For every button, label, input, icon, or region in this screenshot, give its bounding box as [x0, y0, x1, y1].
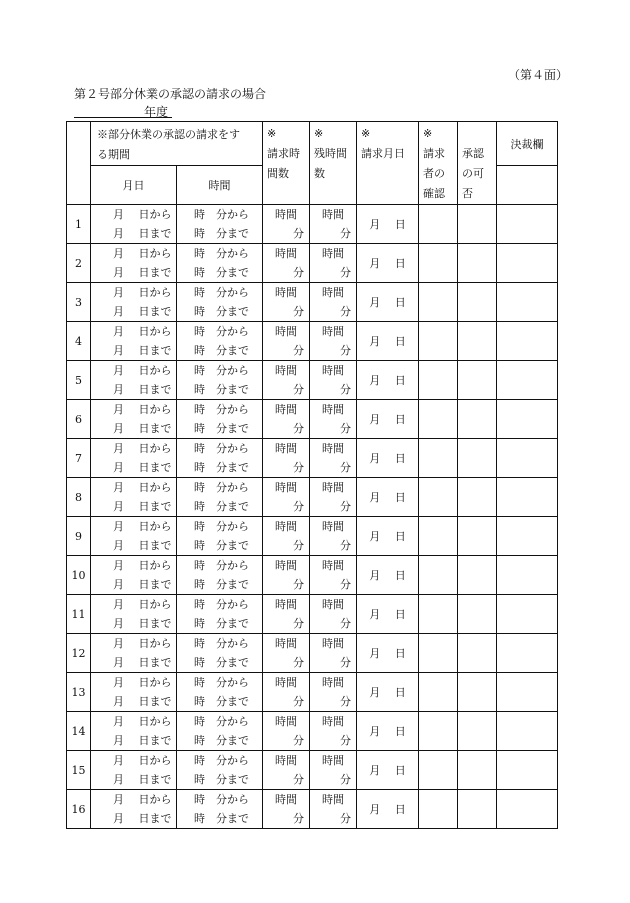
remaining-hours-cell[interactable]: 時間 分 — [310, 361, 357, 400]
requester-confirm-cell[interactable] — [419, 634, 458, 673]
time-range-cell[interactable]: 時 分から 時 分まで — [177, 244, 263, 283]
decision-cell[interactable] — [497, 439, 558, 478]
decision-cell[interactable] — [497, 283, 558, 322]
table-row — [67, 439, 558, 478]
approval-cell[interactable] — [458, 361, 497, 400]
date-range-cell[interactable]: 月 日から 月 日まで — [91, 322, 177, 361]
decision-cell[interactable] — [497, 556, 558, 595]
request-date-cell[interactable]: 月 日 — [357, 517, 419, 556]
form-title: 第２号部分休業の承認の請求の場合 — [74, 87, 267, 101]
remaining-hours-cell[interactable]: 時間 分 — [310, 712, 357, 751]
header-request-period: ※部分休業の承認の請求をす る期間 — [91, 122, 263, 166]
row-number: 11 — [67, 595, 91, 634]
date-range-cell[interactable]: 月 日から 月 日まで — [91, 283, 177, 322]
remaining-hours-cell[interactable]: 時間 分 — [310, 517, 357, 556]
request-hours-cell[interactable]: 時間 分 — [263, 322, 310, 361]
remaining-hours-cell[interactable]: 時間 分 — [310, 634, 357, 673]
request-date-cell[interactable]: 月 日 — [357, 322, 419, 361]
time-range-cell[interactable]: 時 分から 時 分まで — [177, 751, 263, 790]
approval-cell[interactable] — [458, 400, 497, 439]
request-date-cell[interactable]: 月 日 — [357, 595, 419, 634]
partial-leave-request-table — [66, 121, 558, 829]
decision-cell[interactable] — [497, 634, 558, 673]
table-row — [67, 634, 558, 673]
remaining-hours-cell[interactable]: 時間 分 — [310, 673, 357, 712]
time-range-cell[interactable]: 時 分から 時 分まで — [177, 790, 263, 829]
row-number: 4 — [67, 322, 91, 361]
requester-confirm-cell[interactable] — [419, 400, 458, 439]
row-number: 14 — [67, 712, 91, 751]
request-hours-cell[interactable]: 時間 分 — [263, 205, 310, 244]
request-hours-cell[interactable]: 時間 分 — [263, 361, 310, 400]
approval-cell[interactable] — [458, 634, 497, 673]
decision-cell[interactable] — [497, 400, 558, 439]
request-date-cell[interactable]: 月 日 — [357, 478, 419, 517]
row-number: 13 — [67, 673, 91, 712]
table-row — [67, 244, 558, 283]
time-range-cell[interactable]: 時 分から 時 分まで — [177, 400, 263, 439]
request-date-cell[interactable]: 月 日 — [357, 283, 419, 322]
request-hours-cell[interactable]: 時間 分 — [263, 517, 310, 556]
table-row — [67, 556, 558, 595]
approval-cell[interactable] — [458, 283, 497, 322]
header-corner-cell — [67, 122, 91, 205]
table-row — [67, 517, 558, 556]
header-decision-blank — [497, 166, 558, 205]
date-range-cell[interactable]: 月 日から 月 日まで — [91, 751, 177, 790]
remaining-hours-cell[interactable]: 時間 分 — [310, 595, 357, 634]
approval-cell[interactable] — [458, 517, 497, 556]
remaining-hours-cell[interactable]: 時間 分 — [310, 439, 357, 478]
remaining-hours-cell[interactable]: 時間 分 — [310, 244, 357, 283]
date-range-cell[interactable]: 月 日から 月 日まで — [91, 439, 177, 478]
decision-cell[interactable] — [497, 673, 558, 712]
header-request-hours: ※ 請求時 間数 — [263, 122, 310, 205]
date-range-cell[interactable]: 月 日から 月 日まで — [91, 634, 177, 673]
decision-cell[interactable] — [497, 244, 558, 283]
requester-confirm-cell[interactable] — [419, 673, 458, 712]
requester-confirm-cell[interactable] — [419, 790, 458, 829]
request-hours-cell[interactable]: 時間 分 — [263, 244, 310, 283]
date-range-cell[interactable]: 月 日から 月 日まで — [91, 244, 177, 283]
row-number: 16 — [67, 790, 91, 829]
decision-cell[interactable] — [497, 751, 558, 790]
requester-confirm-cell[interactable] — [419, 712, 458, 751]
request-date-cell[interactable]: 月 日 — [357, 556, 419, 595]
table-row — [67, 283, 558, 322]
table-row — [67, 712, 558, 751]
fiscal-year-label: 年度 — [143, 105, 168, 119]
approval-cell[interactable] — [458, 595, 497, 634]
row-number: 6 — [67, 400, 91, 439]
decision-cell[interactable] — [497, 478, 558, 517]
requester-confirm-cell[interactable] — [419, 595, 458, 634]
requester-confirm-cell[interactable] — [419, 361, 458, 400]
date-range-cell[interactable]: 月 日から 月 日まで — [91, 673, 177, 712]
header-date: 月日 — [91, 166, 177, 205]
approval-cell[interactable] — [458, 244, 497, 283]
time-range-cell[interactable]: 時 分から 時 分まで — [177, 322, 263, 361]
request-date-cell[interactable]: 月 日 — [357, 751, 419, 790]
time-range-cell[interactable]: 時 分から 時 分まで — [177, 283, 263, 322]
request-date-cell[interactable]: 月 日 — [357, 244, 419, 283]
time-range-cell[interactable]: 時 分から 時 分まで — [177, 556, 263, 595]
remaining-hours-cell[interactable]: 時間 分 — [310, 751, 357, 790]
requester-confirm-cell[interactable] — [419, 517, 458, 556]
request-date-cell[interactable]: 月 日 — [357, 439, 419, 478]
approval-cell[interactable] — [458, 673, 497, 712]
decision-cell[interactable] — [497, 322, 558, 361]
header-request-date: ※ 請求月日 — [357, 122, 419, 205]
table-row — [67, 322, 558, 361]
date-range-cell[interactable]: 月 日から 月 日まで — [91, 361, 177, 400]
time-range-cell[interactable]: 時 分から 時 分まで — [177, 712, 263, 751]
decision-cell[interactable] — [497, 205, 558, 244]
decision-cell[interactable] — [497, 517, 558, 556]
approval-cell[interactable] — [458, 751, 497, 790]
request-hours-cell[interactable]: 時間 分 — [263, 439, 310, 478]
request-hours-cell[interactable]: 時間 分 — [263, 556, 310, 595]
decision-cell[interactable] — [497, 712, 558, 751]
request-hours-cell[interactable]: 時間 分 — [263, 283, 310, 322]
row-number: 15 — [67, 751, 91, 790]
row-number: 9 — [67, 517, 91, 556]
fiscal-year-field[interactable] — [74, 103, 172, 118]
time-range-cell[interactable]: 時 分から 時 分まで — [177, 673, 263, 712]
header-approval: 承認 の可 否 — [458, 122, 497, 205]
decision-cell[interactable] — [497, 595, 558, 634]
table-row — [67, 205, 558, 244]
approval-cell[interactable] — [458, 712, 497, 751]
requester-confirm-cell[interactable] — [419, 439, 458, 478]
remaining-hours-cell[interactable]: 時間 分 — [310, 400, 357, 439]
row-number: 1 — [67, 205, 91, 244]
header-time: 時間 — [177, 166, 263, 205]
table-row — [67, 361, 558, 400]
table-row — [67, 478, 558, 517]
time-range-cell[interactable]: 時 分から 時 分まで — [177, 478, 263, 517]
request-hours-cell[interactable]: 時間 分 — [263, 673, 310, 712]
request-hours-cell[interactable]: 時間 分 — [263, 751, 310, 790]
date-range-cell[interactable]: 月 日から 月 日まで — [91, 712, 177, 751]
approval-cell[interactable] — [458, 556, 497, 595]
page-number: （第４面） — [508, 68, 569, 82]
request-hours-cell[interactable]: 時間 分 — [263, 478, 310, 517]
row-number: 8 — [67, 478, 91, 517]
header-remaining-hours: ※ 残時間 数 — [310, 122, 357, 205]
table-row — [67, 751, 558, 790]
request-hours-cell[interactable]: 時間 分 — [263, 400, 310, 439]
table-row — [67, 595, 558, 634]
row-number: 3 — [67, 283, 91, 322]
request-hours-cell[interactable]: 時間 分 — [263, 634, 310, 673]
request-date-cell[interactable]: 月 日 — [357, 790, 419, 829]
remaining-hours-cell[interactable]: 時間 分 — [310, 205, 357, 244]
header-decision: 決裁欄 — [497, 122, 558, 166]
time-range-cell[interactable]: 時 分から 時 分まで — [177, 595, 263, 634]
requester-confirm-cell[interactable] — [419, 478, 458, 517]
requester-confirm-cell[interactable] — [419, 751, 458, 790]
time-range-cell[interactable]: 時 分から 時 分まで — [177, 517, 263, 556]
request-date-cell[interactable]: 月 日 — [357, 634, 419, 673]
date-range-cell[interactable]: 月 日から 月 日まで — [91, 205, 177, 244]
row-number: 2 — [67, 244, 91, 283]
time-range-cell[interactable]: 時 分から 時 分まで — [177, 205, 263, 244]
approval-cell[interactable] — [458, 790, 497, 829]
request-hours-cell[interactable]: 時間 分 — [263, 790, 310, 829]
requester-confirm-cell[interactable] — [419, 205, 458, 244]
requester-confirm-cell[interactable] — [419, 283, 458, 322]
requester-confirm-cell[interactable] — [419, 244, 458, 283]
remaining-hours-cell[interactable]: 時間 分 — [310, 478, 357, 517]
date-range-cell[interactable]: 月 日から 月 日まで — [91, 478, 177, 517]
row-number: 7 — [67, 439, 91, 478]
request-hours-cell[interactable]: 時間 分 — [263, 595, 310, 634]
requester-confirm-cell[interactable] — [419, 322, 458, 361]
time-range-cell[interactable]: 時 分から 時 分まで — [177, 439, 263, 478]
time-range-cell[interactable]: 時 分から 時 分まで — [177, 634, 263, 673]
request-hours-cell[interactable]: 時間 分 — [263, 712, 310, 751]
approval-cell[interactable] — [458, 205, 497, 244]
date-range-cell[interactable]: 月 日から 月 日まで — [91, 556, 177, 595]
remaining-hours-cell[interactable]: 時間 分 — [310, 283, 357, 322]
header-requester-confirm: ※ 請求 者の 確認 — [419, 122, 458, 205]
decision-cell[interactable] — [497, 790, 558, 829]
time-range-cell[interactable]: 時 分から 時 分まで — [177, 361, 263, 400]
row-number: 5 — [67, 361, 91, 400]
approval-cell[interactable] — [458, 322, 497, 361]
table-row — [67, 790, 558, 829]
requester-confirm-cell[interactable] — [419, 556, 458, 595]
remaining-hours-cell[interactable]: 時間 分 — [310, 790, 357, 829]
request-date-cell[interactable]: 月 日 — [357, 712, 419, 751]
date-range-cell[interactable]: 月 日から 月 日まで — [91, 790, 177, 829]
remaining-hours-cell[interactable]: 時間 分 — [310, 556, 357, 595]
request-date-cell[interactable]: 月 日 — [357, 361, 419, 400]
date-range-cell[interactable]: 月 日から 月 日まで — [91, 517, 177, 556]
request-date-cell[interactable]: 月 日 — [357, 400, 419, 439]
request-date-cell[interactable]: 月 日 — [357, 205, 419, 244]
request-date-cell[interactable]: 月 日 — [357, 673, 419, 712]
date-range-cell[interactable]: 月 日から 月 日まで — [91, 400, 177, 439]
decision-cell[interactable] — [497, 361, 558, 400]
approval-cell[interactable] — [458, 439, 497, 478]
row-number: 10 — [67, 556, 91, 595]
table-row — [67, 400, 558, 439]
row-number: 12 — [67, 634, 91, 673]
approval-cell[interactable] — [458, 478, 497, 517]
remaining-hours-cell[interactable]: 時間 分 — [310, 322, 357, 361]
table-row — [67, 673, 558, 712]
date-range-cell[interactable]: 月 日から 月 日まで — [91, 595, 177, 634]
